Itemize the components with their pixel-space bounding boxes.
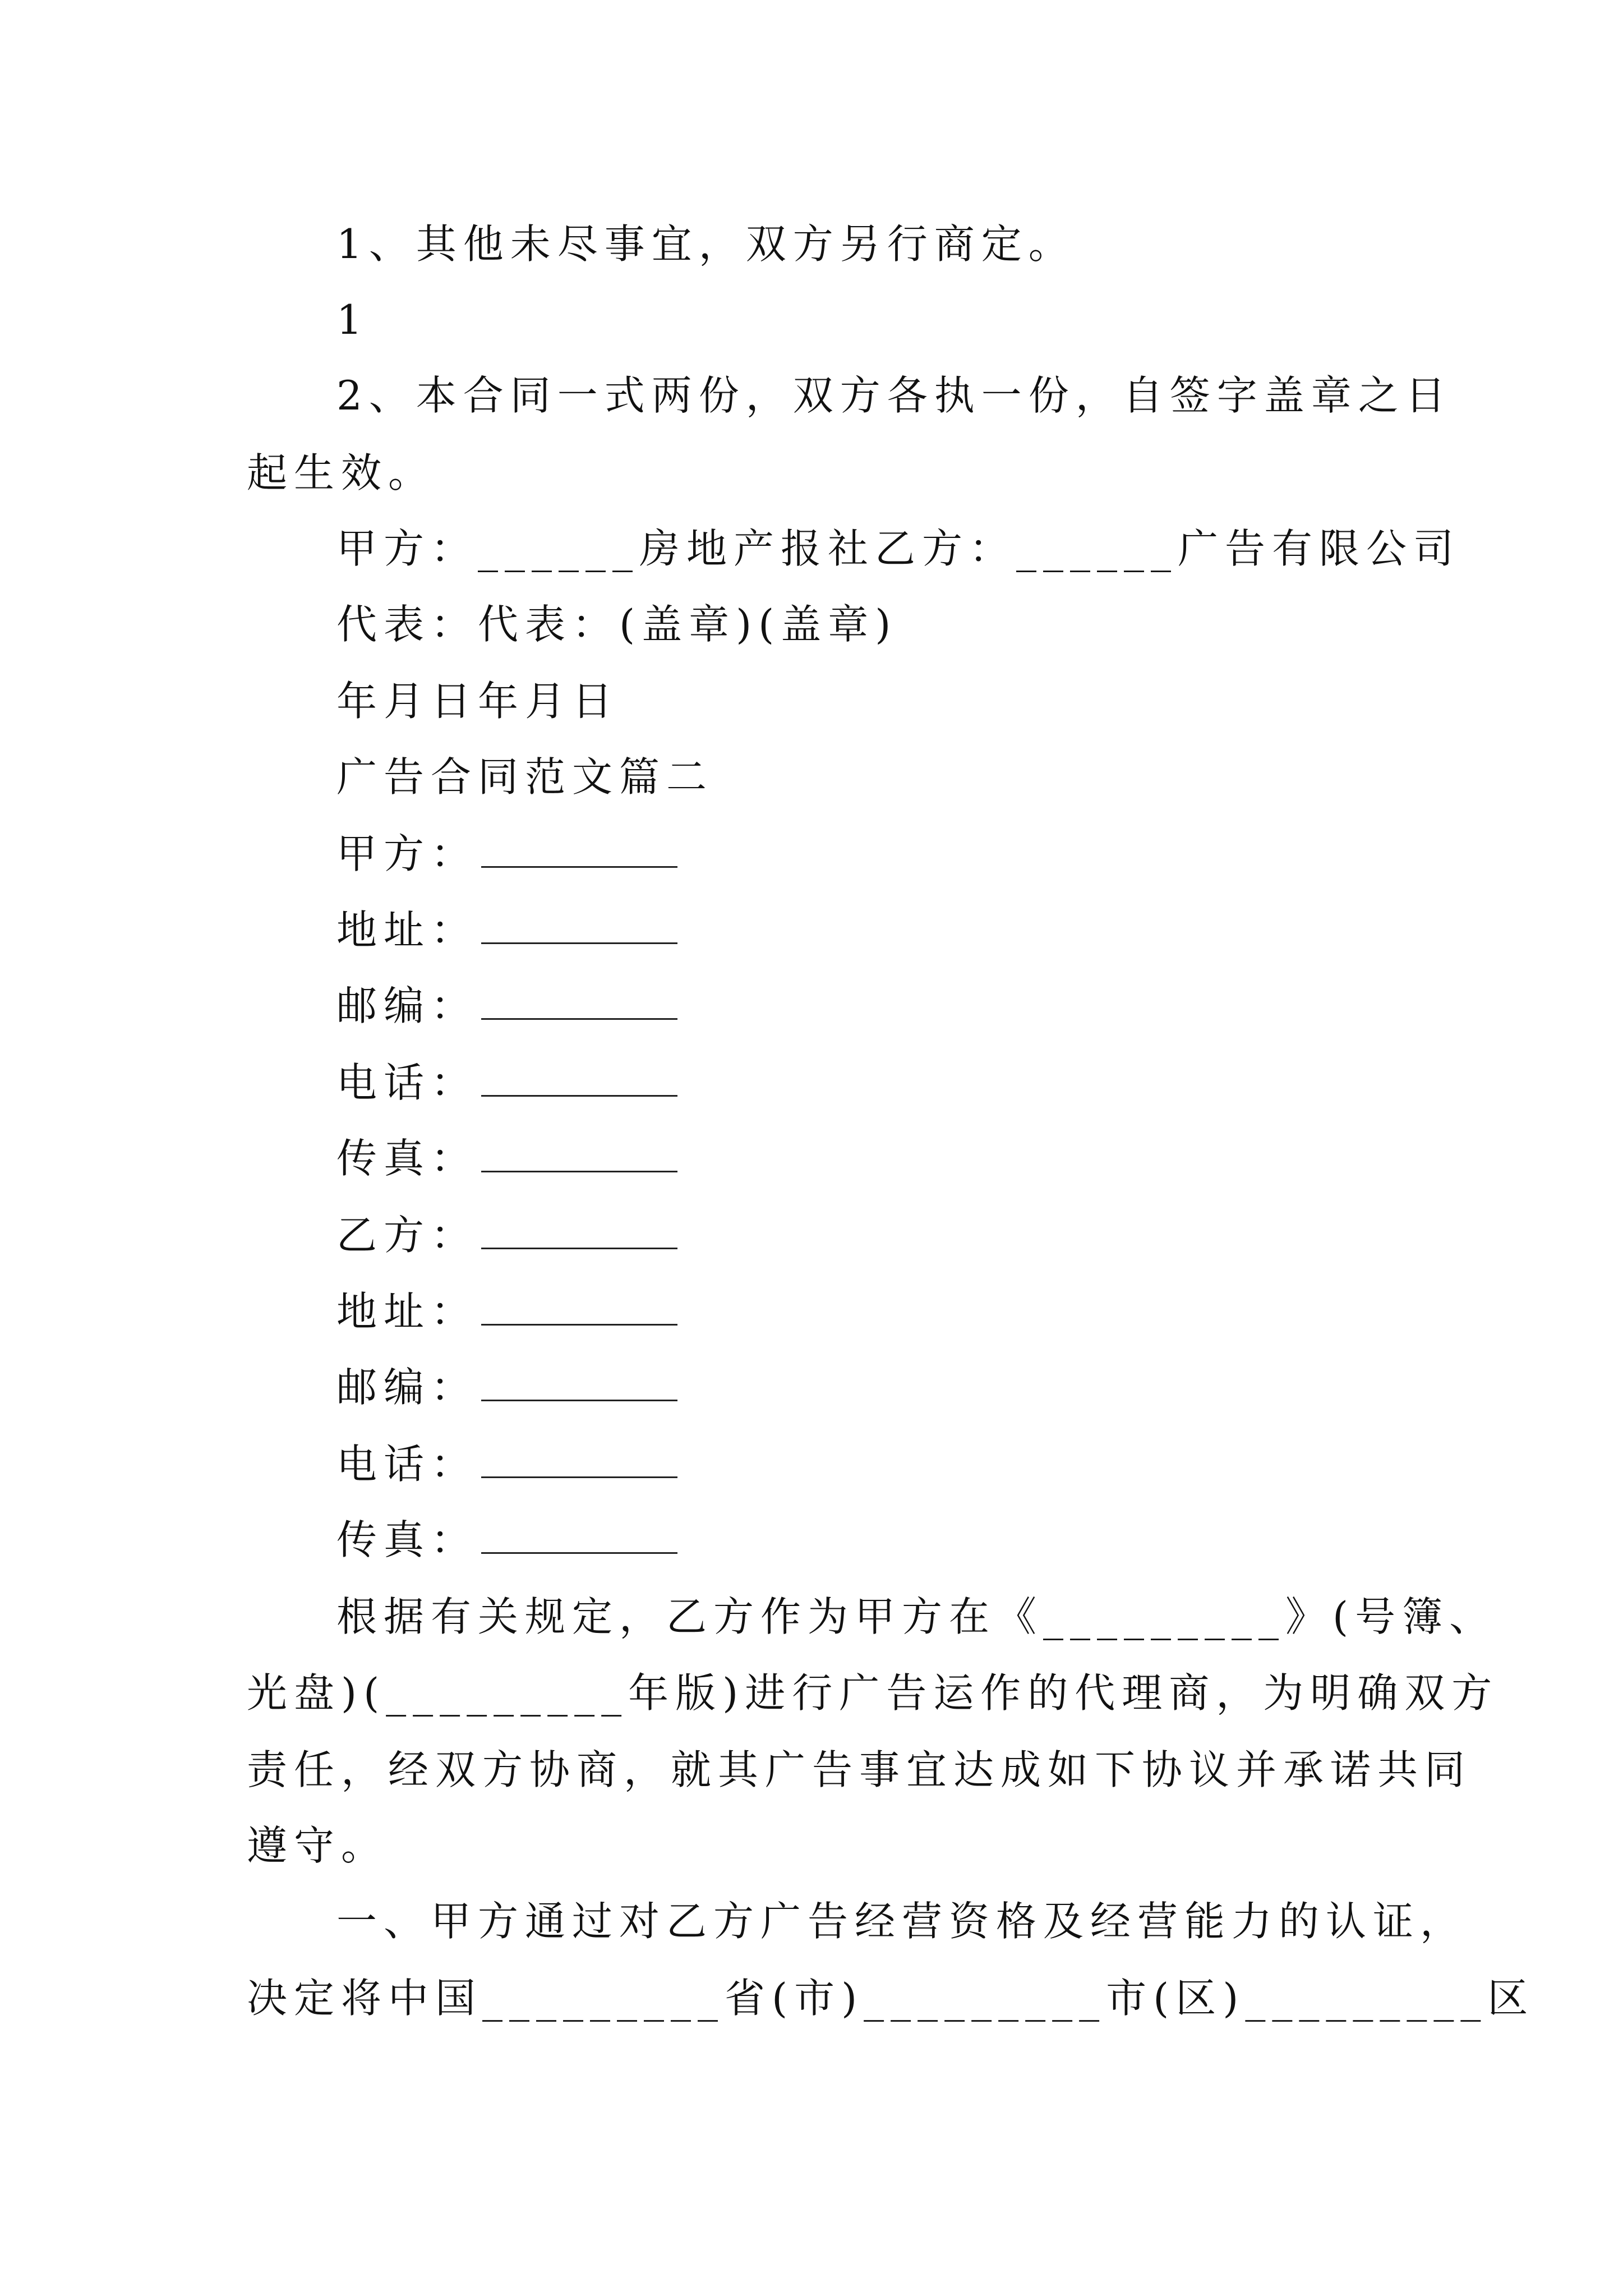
blank-line: [481, 1289, 677, 1326]
blank-line: [481, 1136, 677, 1172]
blank-line: [481, 1442, 677, 1478]
blank-line: [481, 1060, 677, 1097]
field-label: 传真：: [336, 1516, 478, 1563]
field-label: 乙方：: [336, 1212, 478, 1259]
preamble-line1: 根据有关规定，乙方作为甲方在《_________》(号簿、: [336, 1593, 1497, 1640]
field-label: 电话：: [336, 1441, 478, 1488]
blank-line: [481, 1213, 677, 1249]
party-b-name-field: [336, 1207, 677, 1263]
preamble-line4: 遵守。: [247, 1822, 389, 1869]
field-label: 甲方：: [336, 830, 478, 877]
signature-parties: 甲方：______房地产报社乙方：______广告有限公司: [336, 525, 1461, 572]
party-a-postcode-field: [336, 978, 677, 1034]
party-b-address-field: [336, 1283, 677, 1340]
blank-line: [481, 831, 677, 868]
field-label: 邮编：: [336, 982, 478, 1029]
preamble-line3: 责任，经双方协商，就其广告事宜达成如下协议并承诺共同: [247, 1746, 1472, 1793]
field-label: 传真：: [336, 1135, 478, 1182]
party-a-address-field: [336, 902, 677, 958]
party-b-phone-field: [336, 1436, 677, 1492]
party-a-fax-field: [336, 1130, 677, 1186]
blank-line: [481, 1517, 677, 1554]
article-one-line1: 一、甲方通过对乙方广告经营资格及经营能力的认证，: [336, 1898, 1468, 1945]
blank-line: [481, 1365, 677, 1401]
signature-dates: 年月日年月日: [336, 678, 620, 725]
field-label: 邮编：: [336, 1364, 478, 1411]
section-title: 广告合同范文篇二: [336, 753, 714, 800]
party-b-fax-field: [336, 1512, 677, 1568]
blank-line: [481, 908, 677, 944]
article-one-line2: 决定将中国_________省(市)_________市(区)_________区: [247, 1975, 1535, 2022]
page-number: 1: [336, 296, 369, 343]
clause-other-matters: 1、其他未尽事宜，双方另行商定。: [336, 220, 1076, 268]
party-b-postcode-field: [336, 1359, 677, 1415]
clause-copies-line2: 起生效。: [247, 449, 436, 496]
party-a-name-field: [336, 826, 677, 882]
blank-line: [481, 983, 677, 1020]
field-label: 地址：: [336, 907, 478, 954]
field-label: 电话：: [336, 1059, 478, 1106]
preamble-line2: 光盘)(_________年版)进行广告运作的代理商，为明确双方: [247, 1669, 1499, 1717]
signature-representatives: 代表：代表：(盖章)(盖章): [336, 601, 898, 648]
party-a-phone-field: [336, 1055, 677, 1111]
clause-copies-line1: 2、本合同一式两份，双方各执一份，自签字盖章之日: [336, 372, 1453, 419]
field-label: 地址：: [336, 1288, 478, 1335]
